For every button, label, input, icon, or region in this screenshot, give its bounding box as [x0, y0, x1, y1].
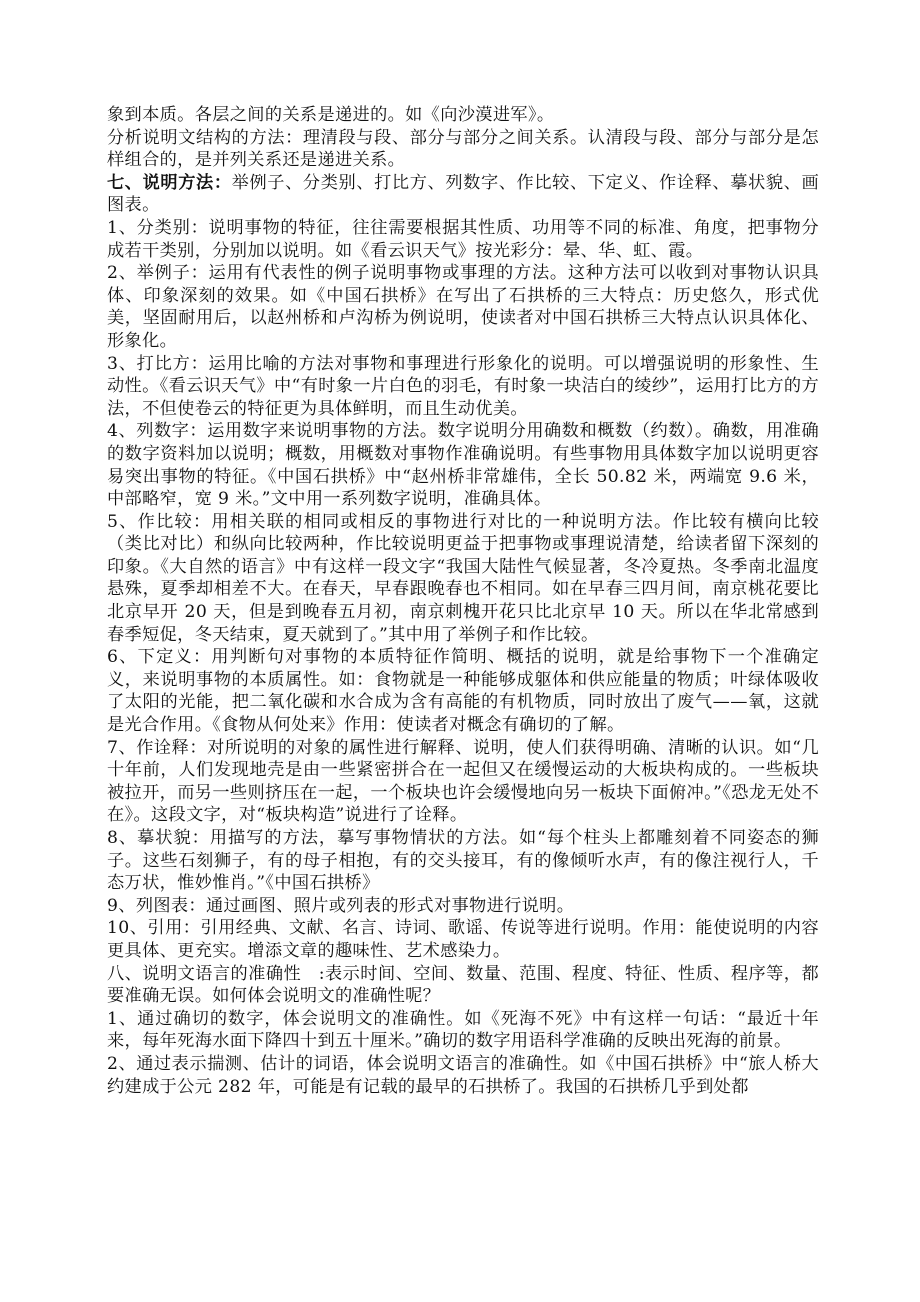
- document-page: [107, 104, 819, 1098]
- section-body: 举例子、分类别、打比方、列数字、作比较、下定义、作诠释、摹状貌、画图表。: [107, 172, 819, 216]
- paragraph: 8、摹状貌：用描写的方法，摹写事物情状的方法。如“每个柱头上都雕刻着不同姿态的狮子。这些石刻狮子，有的母子相抱，有的交头接耳，有的像倾听水声，有的像注视行人，千态万状，惟妙惟肖。”《中国石拱桥》: [107, 828, 819, 894]
- paragraph: 八、说明文语言的准确性 :表示时间、空间、数量、范围、程度、特征、性质、程序等，都要准确无误。如何体会说明文的准确性呢？: [107, 963, 819, 1007]
- paragraph: 7、作诠释：对所说明的对象的属性进行解释、说明，使人们获得明确、清晰的认识。如“几十年前，人们发现地壳是由一些紧密拼合在一起但又在缓慢运动的大板块构成的。一些板块被拉开，而另一些则挤压在一起，一个板块也许会缓慢地向另一板块下面俯冲。”《恐龙无处不在》。这段文字，对“板块构造”说进行了诠释。: [107, 737, 819, 826]
- paragraph: 5、作比较：用相关联的相同或相反的事物进行对比的一种说明方法。作比较有横向比较（类比对比）和纵向比较两种，作比较说明更益于把事物或事理说清楚，给读者留下深刻的印象。《大自然的语言》中有这样一段文字“我国大陆性气候显著，冬冷夏热。冬季南北温度悬殊，夏季却相差不大。在春天，早春跟晚春也不相同。如在早春三四月间，南京桃花要比北京早开 20 天，但是到晚春五月初，南京刺槐开花只比北京早 10 天。所以在华北常感到春季短促，冬天结束，夏天就到了。”其中用了举例子和作比较。: [107, 511, 819, 645]
- paragraph: 4、列数字：运用数字来说明事物的方法。数字说明分用确数和概数（约数）。确数，用准确的数字资料加以说明；概数，用概数对事物作准确说明。有些事物用具体数字加以说明更容易突出事物的特征。《中国石拱桥》中“赵州桥非常雄伟，全长 50.82 米，两端宽 9.6 米，中部略窄，宽 9 米。”文中用一系列数字说明，准确具体。: [107, 421, 819, 510]
- section-seven-paragraph: [107, 172, 819, 217]
- paragraph: 分析说明文结构的方法：理清段与段、部分与部分之间关系。认清段与段、部分与部分是怎样组合的，是并列关系还是递进关系。: [107, 127, 819, 171]
- paragraph: 1、分类别：说明事物的特征，往往需要根据其性质、功用等不同的标准、角度，把事物分成若干类别，分别加以说明。如《看云识天气》按光彩分：晕、华、虹、霞。: [107, 217, 819, 261]
- paragraph: 10、引用：引用经典、文献、名言、诗词、歌谣、传说等进行说明。作用：能使说明的内容更具体、更充实。增添文章的趣味性、艺术感染力。: [107, 918, 819, 961]
- section-heading: 七、说明方法：: [107, 172, 232, 193]
- paragraph: 象到本质。各层之间的关系是递进的。如《向沙漠进军》。: [107, 105, 555, 125]
- paragraph: 3、打比方：运用比喻的方法对事物和事理进行形象化的说明。可以增强说明的形象性、生动性。《看云识天气》中“有时象一片白色的羽毛，有时象一块洁白的绫纱”，运用打比方的方法，不但使卷云的特征更为具体鲜明，而且生动优美。: [107, 353, 819, 419]
- paragraph: 9、列图表：通过画图、照片或列表的形式对事物进行说明。: [107, 895, 575, 916]
- paragraph: 1、通过确切的数字，体会说明文的准确性。如《死海不死》中有这样一句话：“最近十年来，每年死海水面下降四十到五十厘米。”确切的数字用语科学准确的反映出死海的前景。: [107, 1008, 819, 1052]
- paragraph: 2、举例子：运用有代表性的例子说明事物或事理的方法。这种方法可以收到对事物认识具体、印象深刻的效果。如《中国石拱桥》在写出了石拱桥的三大特点：历史悠久，形式优美，坚固耐用后，以赵州桥和卢沟桥为例说明，使读者对中国石拱桥三大特点认识具体化、形象化。: [107, 263, 819, 351]
- paragraph: 6、下定义：用判断句对事物的本质特征作简明、概括的说明，就是给事物下一个准确定义，来说明事物的本质属性。如：食物就是一种能够成躯体和供应能量的物质；叶绿体吸收了太阳的光能，把二氧化碳和水合成为含有高能的有机物质，同时放出了废气——氧，这就是光合作用。《食物从何处来》作用：使读者对概念有确切的了解。: [107, 647, 819, 736]
- paragraph: 2、通过表示揣测、估计的词语，体会说明文语言的准确性。如《中国石拱桥》中“旅人桥大约建成于公元 282 年，可能是有记载的最早的石拱桥了。我国的石拱桥几乎到处都: [107, 1053, 819, 1097]
